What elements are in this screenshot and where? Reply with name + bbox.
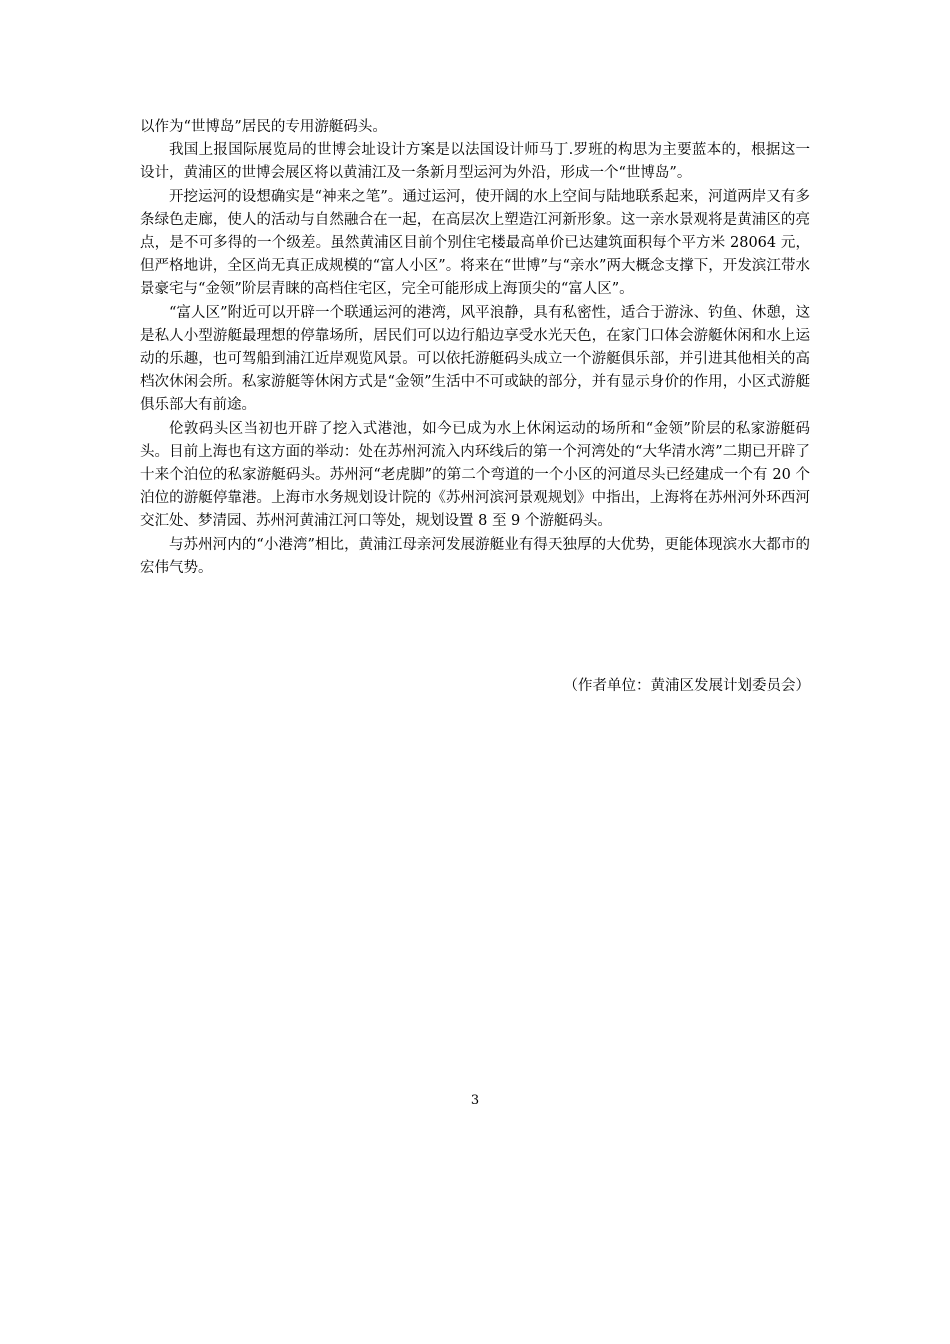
paragraph-continuation: 以作为“世博岛”居民的专用游艇码头。: [140, 119, 387, 135]
article-body: [140, 116, 810, 580]
paragraph-london-docklands: 伦敦码头区当初也开辟了挖入式港池，如今已成为水上休闲运动的场所和“金领”阶层的私家游艇码头。目前上海也有这方面的举动：处在苏州河流入内环线后的第一个河湾处的“大华清水湾”二期已开辟了十来个泊位的私家游艇码头。苏州河“老虎脚”的第二个弯道的一个小区的河道尽头已经建成一个有 20 个泊位的游艇停靠港。上海市水务规划设计院的《苏州河滨河景观规划》中指出，上海将在苏州河外环西河交汇处、梦清园、苏州河黄浦江河口等处，规划设置 8 至 9 个游艇码头。: [140, 420, 810, 530]
paragraph-conclusion: 与苏州河内的“小港湾”相比，黄浦江母亲河发展游艇业有得天独厚的大优势，更能体现滨水大都市的宏伟气势。: [140, 536, 810, 576]
page-number: 3: [470, 1093, 480, 1108]
paragraph-yacht-harbor: “富人区”附近可以开辟一个联通运河的港湾，风平浪静，具有私密性，适合于游泳、钓鱼、休憩，这是私人小型游艇最理想的停靠场所，居民们可以边行船边享受水光天色，在家门口体会游艇休闲和水上运动的乐趣，也可驾船到浦江近岸观览风景。可以依托游艇码头成立一个游艇俱乐部，并引进其他相关的高档次休闲会所。私家游艇等休闲方式是“金领”生活中不可或缺的部分，并有显示身价的作用，小区式游艇俱乐部大有前途。: [140, 304, 810, 414]
paragraph-expo-design: 我国上报国际展览局的世博会址设计方案是以法国设计师马丁.罗班的构思为主要蓝本的，根据这一设计，黄浦区的世博会展区将以黄浦江及一条新月型运河为外沿，形成一个“世博岛”。: [140, 142, 810, 182]
author-affiliation: （作者单位：黄浦区发展计划委员会）: [563, 678, 810, 694]
paragraph-canal-idea: 开挖运河的设想确实是“神来之笔”。通过运河，使开阔的水上空间与陆地联系起来，河道两岸又有多条绿色走廊，使人的活动与自然融合在一起，在高层次上塑造江河新形象。这一亲水景观将是黄浦区的亮点，是不可多得的一个级差。虽然黄浦区目前个别住宅楼最高单价已达建筑面积每个平方米 28064 元，但严格地讲，全区尚无真正成规模的“富人小区”。将来在“世博”与“亲水”两大概念支撑下，开发滨江带水景豪宅与“金领”阶层青睐的高档住宅区，完全可能形成上海顶尖的“富人区”。: [140, 188, 810, 298]
